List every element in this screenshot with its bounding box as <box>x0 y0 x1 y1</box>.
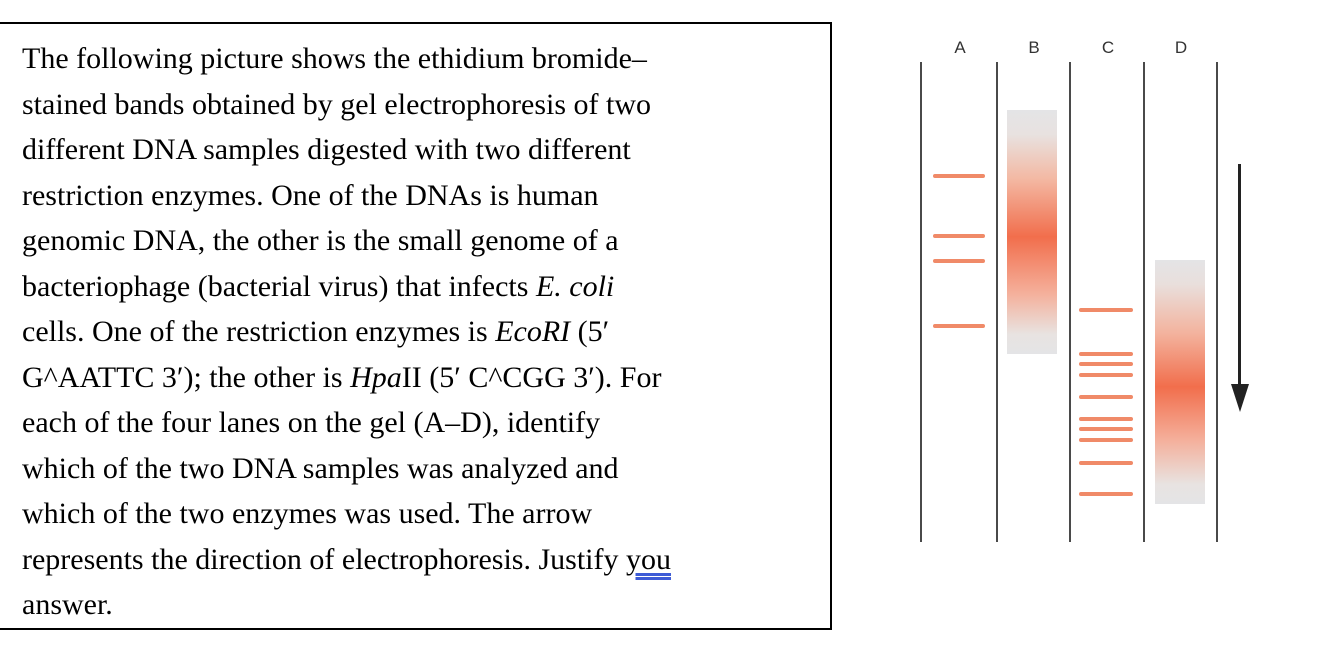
gel-diagram <box>900 30 1240 550</box>
band-lane-c <box>1079 427 1133 431</box>
text-run: different DNA samples digested with two different <box>22 133 631 166</box>
smear-lane-d <box>1155 260 1205 504</box>
band-lane-c <box>1079 492 1133 496</box>
text-run: stained bands obtained by gel electrophoresis of two <box>22 87 652 121</box>
text-run: (5′ <box>570 315 610 348</box>
question-line <box>22 218 822 264</box>
lane-divider <box>920 62 922 542</box>
text-run: G^AATTC 3′); the other is <box>22 360 351 394</box>
band-lane-c <box>1079 395 1133 399</box>
question-line <box>22 400 822 446</box>
question-line <box>22 446 822 492</box>
question-line <box>22 82 822 128</box>
band-lane-a <box>933 259 985 263</box>
text-run: which of the two DNA samples was analyzed and <box>22 451 619 485</box>
band-lane-c <box>1079 352 1133 356</box>
lane-label-d: D <box>1174 38 1188 57</box>
question-line <box>22 173 822 219</box>
question-line <box>22 264 822 310</box>
text-run: cells. One of the restriction enzymes is <box>22 315 496 348</box>
text-run: bacteriophage (bacterial virus) that infects <box>22 269 536 303</box>
lane-label-a: A <box>954 38 966 57</box>
question-line <box>22 582 822 628</box>
text-run: II (5′ C^CGG 3′). For <box>401 360 662 394</box>
band-lane-c <box>1079 461 1133 465</box>
question-line <box>22 127 822 173</box>
question-text <box>22 36 822 628</box>
question-line <box>22 491 822 537</box>
text-run: which of the two enzymes was used. The arrow <box>22 497 593 530</box>
text-run: restriction enzymes. One of the DNAs is human <box>22 178 599 212</box>
question-line <box>22 309 822 355</box>
band-lane-c <box>1079 362 1133 366</box>
question-line <box>22 537 822 583</box>
spellcheck-word[interactable]: you <box>625 542 671 576</box>
italic-term: EcoRI <box>495 315 571 348</box>
text-run: The following picture shows the ethidium bromide– <box>22 42 647 75</box>
lane-divider <box>1069 62 1071 542</box>
band-lane-a <box>933 324 985 328</box>
lane-label-c: C <box>1101 38 1115 57</box>
text-run: answer. <box>22 588 113 621</box>
text-run: represents the direction of electrophoresis. Justify <box>22 542 626 576</box>
band-lane-a <box>933 174 985 178</box>
arrow-head-icon <box>1231 384 1249 412</box>
lane-label-b: B <box>1028 38 1040 57</box>
band-lane-c <box>1079 417 1133 421</box>
question-line <box>22 36 822 82</box>
text-run: each of the four lanes on the gel (A–D), identify <box>22 406 601 439</box>
question-line <box>22 355 822 401</box>
italic-term: Hpa <box>350 360 402 394</box>
band-lane-c <box>1079 308 1133 312</box>
arrow-down-icon <box>1238 164 1241 388</box>
band-lane-c <box>1079 373 1133 377</box>
band-lane-a <box>933 234 985 238</box>
smear-lane-b <box>1007 110 1057 354</box>
italic-term: E. coli <box>535 269 615 303</box>
band-lane-c <box>1079 438 1133 442</box>
lane-divider <box>996 62 998 542</box>
lane-divider <box>1216 62 1218 542</box>
lane-divider <box>1143 62 1145 542</box>
text-run: genomic DNA, the other is the small genome of a <box>22 224 619 257</box>
